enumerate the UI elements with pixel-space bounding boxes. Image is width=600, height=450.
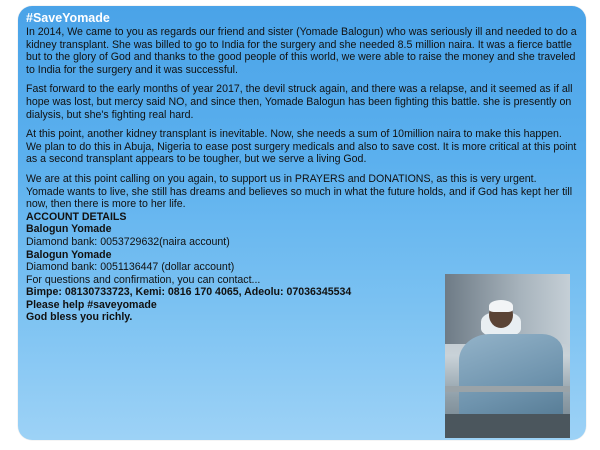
paragraph-hope: Yomade wants to live, she still has dreams and believes so much in what the future holds, and if God has kept her till now, then there is more to her life. [26, 185, 573, 211]
account-name-1: Balogun Yomade [26, 223, 112, 236]
please-help-hashtag: Please help #saveyomade [26, 298, 157, 311]
paragraph-need: At this point, another kidney transplant is inevitable. Now, she needs a sum of 10million naira to make this happen. We plan to do this in Abuja, Nigeria to ease post surgery medicals and also to save cost. It is more critical at this point as a second transplant appears to be tougher, but we serve a living God. [26, 128, 577, 166]
paragraph-call: We are at this point calling on you again, to support us in PRAYERS and DONATIONS, as this is very urgent. [26, 172, 537, 185]
photo-floor [445, 414, 570, 438]
account-bank-1: Diamond bank: 0053729632(naira account) [26, 235, 230, 248]
photo-patient-cap [489, 300, 513, 312]
paragraph-history: In 2014, We came to you as regards our friend and sister (Yomade Balogun) who was seriously ill and needed to do a kidney transplant. She was billed to go to India for the surgery and she needed 8.5 million naira. It was a fierce battle but to the glory of God and thanks to the good people of this world, we were able to raise the money and she traveled to India for the surgery and it was successful. [26, 26, 577, 76]
appeal-card [18, 6, 586, 440]
account-heading: ACCOUNT DETAILS [26, 210, 127, 223]
appeal-title: #SaveYomade [26, 11, 110, 25]
account-bank-2: Diamond bank: 0051136447 (dollar account) [26, 261, 235, 274]
paragraph-relapse: Fast forward to the early months of year 2017, the devil struck again, and there was a relapse, and it seemed as if all hope was lost, but mercy said NO, and since then, Yomade Balogun has been fighting this battle. she is presently on dialysis, but she's fighting real hard. [26, 83, 573, 121]
contact-numbers: Bimpe: 08130733723, Kemi: 0816 170 4065, Adeolu: 07036345534 [26, 286, 352, 299]
contact-intro: For questions and confirmation, you can contact... [26, 273, 261, 286]
photo-bed-rail [445, 386, 570, 392]
account-name-2: Balogun Yomade [26, 248, 112, 261]
blessing-line: God bless you richly. [26, 311, 133, 324]
patient-photo [445, 274, 570, 438]
photo-blanket [459, 334, 563, 422]
